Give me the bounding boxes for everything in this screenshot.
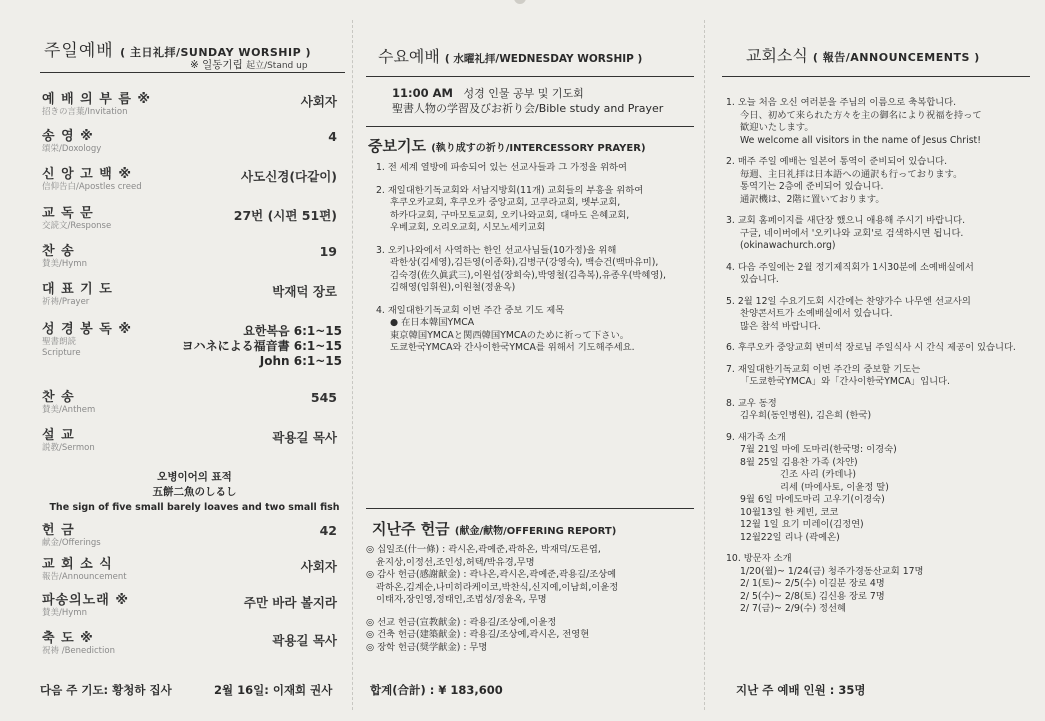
announcement-line: 1. 오늘 처음 오신 여러분을 주님의 이름으로 축복합니다. <box>726 97 957 108</box>
service-item <box>42 424 347 458</box>
offering-list <box>366 544 696 654</box>
service-item-label: 예 배 의 부 름 ※ <box>42 92 152 107</box>
prayer-line: 3. 오키나와에서 사역하는 한인 선교사님들(10가정)을 위해 <box>376 244 617 256</box>
service-item-value: 27번 (시편 51편) <box>233 208 337 223</box>
service-item <box>42 88 347 122</box>
announcement-line: 9. 새가족 소개 <box>726 431 786 443</box>
announcement-line: 9월 6일 마에도마리 고우기(이경숙) <box>740 494 885 505</box>
service-item-value: 사회자 <box>300 94 337 109</box>
wednesday-worship-title: 수요예배 ( 水曜礼拝/WEDNESDAY WORSHIP ) <box>378 47 643 66</box>
next-date-prayer: 2월 16일: 이재희 권사 <box>214 683 333 697</box>
service-item-subtitle: 説教/Sermon <box>42 443 95 453</box>
announcement-line: 「도쿄한국YMCA」와「간사이한국YMCA」입니다. <box>740 376 950 387</box>
prayer-line: 하카다교회, 구마모토교회, 오키나와교회, 대마도 은혜교회, <box>390 209 630 221</box>
prayer-item <box>376 245 694 295</box>
sunday-worship-title: 주일예배 ( 主日礼拝/SUNDAY WORSHIP ) <box>44 41 312 61</box>
prayer-item <box>376 185 694 235</box>
service-item <box>42 240 347 274</box>
announcement-line: 2/ 5(수)~ 2/8(토) 김신용 장로 7명 <box>740 590 885 602</box>
bible-study-info: 11:00 AM 성경 인물 공부 및 기도회 聖書人物の学習及びお祈り会/Bible study and Prayer <box>392 86 664 115</box>
prayer-line: 4. 재일대한기독교회 이번 주간 중보 기도 제목 <box>376 304 565 316</box>
prayer-item <box>376 162 694 175</box>
announcement-line: 7월 21일 마에 도마리(한국명: 이경숙) <box>740 444 897 455</box>
prayer-line: 곽한상(김세영),김든영(이종화),김병구(강영숙), 백승건(백마유미), <box>390 257 659 268</box>
service-item-subtitle: 祈祷/Prayer <box>42 297 90 307</box>
service-item-label: 교 독 문 <box>42 206 94 221</box>
service-item-label: 축 도 ※ <box>42 631 94 646</box>
service-item <box>42 386 347 420</box>
service-item-subtitle: 賛美/Hymn <box>42 608 87 618</box>
sunday-worship-column <box>0 0 352 721</box>
service-item-subtitle: 招きの言葉/Invitation <box>42 107 128 117</box>
service-item-label: 헌 금 <box>42 523 75 538</box>
service-item-label: 교 회 소 식 <box>42 557 113 572</box>
service-item-subtitle: 交読文/Response <box>42 221 112 231</box>
announcement-line: 12월 1일 요기 미레이(김정연) <box>740 519 864 530</box>
announcement-line: 10월13일 한 케빈, 코코 <box>740 506 839 518</box>
announcement-line: 6. 후쿠오카 중앙교회 변미석 장로님 주일식사 시 간식 제공이 있습니다. <box>726 342 1016 353</box>
scripture-reading: 요한복음 6:1~15 ヨハネによる福音書 6:1~15 John 6:1~15 <box>181 324 342 368</box>
service-item-value: 곽용길 목사 <box>272 633 337 648</box>
offering-line: ◎ 장학 헌금(奨学献金) : 무명 <box>366 641 488 653</box>
prayer-line: 김해영(임휘원),이원철(정윤옥) <box>390 282 516 293</box>
announcement-line: 2/ 7(금)~ 2/9(수) 정선혜 <box>740 603 846 614</box>
service-item-value: 주만 바라 볼지라 <box>243 595 337 610</box>
service-item-label: 송 영 ※ <box>42 129 94 144</box>
intercessory-prayer-list <box>376 162 694 365</box>
service-item <box>42 553 347 587</box>
service-item-label: 파송의노래 ※ <box>42 593 129 608</box>
service-item <box>42 519 347 553</box>
prayer-line: 우베교회, 오리오교회, 시모노세키교회 <box>390 222 546 233</box>
announcement-line: 通訳機は、2階に置いております。 <box>740 193 885 205</box>
prayer-line: ● 在日本韓国YMCA <box>390 317 475 328</box>
column-divider <box>704 20 705 710</box>
title-rule <box>40 72 345 73</box>
announcement-line: 2. 매주 주일 예배는 일본어 통역이 준비되어 있습니다. <box>726 156 948 167</box>
offering-line: ◎ 감사 헌금(感謝献金) : 곽나온,곽시온,곽예준,곽용길/조상예 <box>366 569 617 580</box>
announcement-line: 今日、初めて来られた方々を主の御名により祝福を持って <box>740 109 982 121</box>
announcement-line: 긴조 사리 (카데나) <box>780 469 857 480</box>
prayer-line: 후쿠오카교회, 후쿠오카 중앙교회, 고쿠라교회, 벳부교회, <box>390 197 621 208</box>
service-item-value: 42 <box>319 523 337 538</box>
offering-line: 곽하온,김계순,나미히라케이코,박찬식,신지예,이남희,이윤정 <box>376 581 619 593</box>
service-item-label: 설 교 <box>42 428 75 443</box>
service-item-label: 성 경 봉 독 ※ <box>42 322 132 337</box>
service-item-value: 19 <box>319 244 337 259</box>
announcement-line: 리세 (마에사토, 이윤정 딸) <box>780 481 889 493</box>
announcement-line: 있습니다. <box>740 274 779 285</box>
prayer-line: 2. 재일대한기독교회와 서남지방회(11개) 교회들의 부흥을 위하여 <box>376 184 644 196</box>
announcement-item <box>726 215 1041 253</box>
announcement-line: 毎週、主日礼拝は日本語への通訳も行っております。 <box>740 168 963 180</box>
title-rule <box>722 76 1030 77</box>
announcement-item <box>726 156 1041 206</box>
offering-total: 합계(合計) : ¥ 183,600 <box>370 683 503 697</box>
offering-line: ◎ 건축 헌금(建築献金) : 곽용길/조상예,곽시온, 전영현 <box>366 629 590 640</box>
announcement-line: 4. 다음 주일에는 2월 정기제직회가 1시30분에 소예배실에서 <box>726 261 974 273</box>
service-item-subtitle: 賛美/Anthem <box>42 405 96 415</box>
prayer-line: 1. 전 세계 열방에 파송되어 있는 선교사들과 그 가정을 위하여 <box>376 162 628 173</box>
announcements-list <box>726 97 1041 625</box>
announcement-line: (okinawachurch.org) <box>740 240 836 251</box>
service-item-value: 4 <box>328 129 337 144</box>
intercessory-prayer-title: 중보기도 (執り成すの祈り/INTERCESSORY PRAYER) <box>368 137 646 155</box>
announcement-line: 김우희(동인병원), 김은희 (한국) <box>740 410 872 421</box>
attendance-count: 지난 주 예배 인원 : 35명 <box>736 683 866 697</box>
spacer <box>366 607 696 617</box>
service-item-label: 신 앙 고 백 ※ <box>42 167 132 182</box>
announcement-item <box>726 553 1041 616</box>
service-item-value: 545 <box>310 390 337 405</box>
service-item-value: 박재덕 장로 <box>272 284 337 299</box>
prayer-item <box>376 305 694 355</box>
announcement-line: 8월 25일 김용찬 가족 (차얀) <box>740 456 858 468</box>
announcement-item <box>726 398 1041 423</box>
prayer-line: 도쿄한국YMCA와 간사이한국YMCA를 위해서 기도해주세요. <box>390 342 635 353</box>
offering-line: 윤지상,이정선,조인성,허택/박유경,무명 <box>376 556 535 568</box>
service-item <box>42 589 347 623</box>
announcement-item <box>726 364 1041 389</box>
service-item-label: 찬 송 <box>42 244 75 259</box>
section-rule <box>366 126 694 127</box>
service-item <box>42 202 347 236</box>
sermon-title: 오병이어의 표적 五餅二魚のしるし The sign of five small barely loaves and two small fish <box>49 471 340 513</box>
announcement-line: 3. 교회 홈페이지를 새단장 했으니 애용해 주시기 바랍니다. <box>726 215 966 226</box>
announcement-item <box>726 432 1041 545</box>
offering-report-title: 지난주 헌금 (献金/献物/OFFERING REPORT) <box>372 520 617 538</box>
offering-line: ◎ 선교 헌금(宣教献金) : 곽용길/조상예,이윤정 <box>366 616 557 628</box>
announcement-item <box>726 97 1041 147</box>
announcement-line: 10. 방문자 소개 <box>726 553 792 564</box>
service-item-subtitle: 頌栄/Doxology <box>42 144 102 154</box>
service-item-subtitle: 信仰告白/Apostles creed <box>42 182 142 192</box>
prayer-line: 김숙경(佐久眞武三),이원섭(장희숙),박영철(김측복),유종우(박혜영), <box>390 269 666 281</box>
service-item <box>42 627 347 661</box>
announcements-title: 교회소식 ( 報告/ANNOUNCEMENTS ) <box>746 46 980 65</box>
stand-up-note: ※ 일동기립 起立/Stand up <box>190 59 308 71</box>
service-item-label: 대 표 기 도 <box>42 282 113 297</box>
announcement-line: 7. 재일대한기독교회 이번 주간의 중보할 기도는 <box>726 363 921 375</box>
announcement-item <box>726 342 1041 355</box>
service-item <box>42 125 347 159</box>
service-item-subtitle: 賛美/Hymn <box>42 259 87 269</box>
service-item-value: 곽용길 목사 <box>272 430 337 445</box>
offering-line: ◎ 십일조(什一條) : 곽시온,곽예준,곽하온, 박재덕/도른엽, <box>366 544 601 555</box>
announcement-line: 12월22일 리나 (곽예온) <box>740 531 840 543</box>
service-item-value: 사도신경(다같이) <box>241 169 337 184</box>
service-item-subtitle: 祝祷 /Benediction <box>42 646 115 656</box>
service-item-subtitle: 献金/Offerings <box>42 538 101 548</box>
announcement-line: 8. 교우 동정 <box>726 397 777 409</box>
announcement-line: 구글, 네이버에서 '오키나와 교회'로 검색하시면 됩니다. <box>740 227 964 239</box>
service-item-label: 찬 송 <box>42 390 75 405</box>
announcement-line: 歓迎いたします。 <box>740 122 814 133</box>
announcement-line: 찬양콘서트가 소예배실에서 있습니다. <box>740 308 893 319</box>
service-item <box>42 278 347 312</box>
next-week-prayer: 다음 주 기도: 황청하 집사 <box>40 683 172 697</box>
announcement-line: 5. 2월 12일 수요기도회 시간에는 찬양가수 나무엔 선교사의 <box>726 295 971 307</box>
service-item-subtitle: 報告/Announcement <box>42 572 127 582</box>
announcement-line: 많은 참석 바랍니다. <box>740 320 821 332</box>
service-item-subtitle: 聖書朗読 Scripture <box>42 337 81 358</box>
announcement-line: 2/ 1(토)~ 2/5(수) 이길분 장로 4명 <box>740 578 885 589</box>
announcement-item <box>726 296 1041 334</box>
announcement-line: 1/20(월)~ 1/24(금) 청주가경동산교회 17명 <box>740 565 924 577</box>
announcement-item <box>726 262 1041 287</box>
title-rule <box>366 76 694 77</box>
service-item-value: 사회자 <box>300 559 337 574</box>
prayer-line: 東京韓国YMCAと関西韓国YMCAのために祈って下さい。 <box>390 329 630 341</box>
announcement-line: 통역기는 2층에 준비되어 있습니다. <box>740 181 884 192</box>
offering-line: 이태자,장인영,정태인,조법성/정윤옥, 무명 <box>376 594 547 605</box>
service-item <box>42 163 347 197</box>
announcement-line: We welcome all visitors in the name of Jesus Christ! <box>740 134 981 146</box>
section-rule <box>366 508 694 509</box>
